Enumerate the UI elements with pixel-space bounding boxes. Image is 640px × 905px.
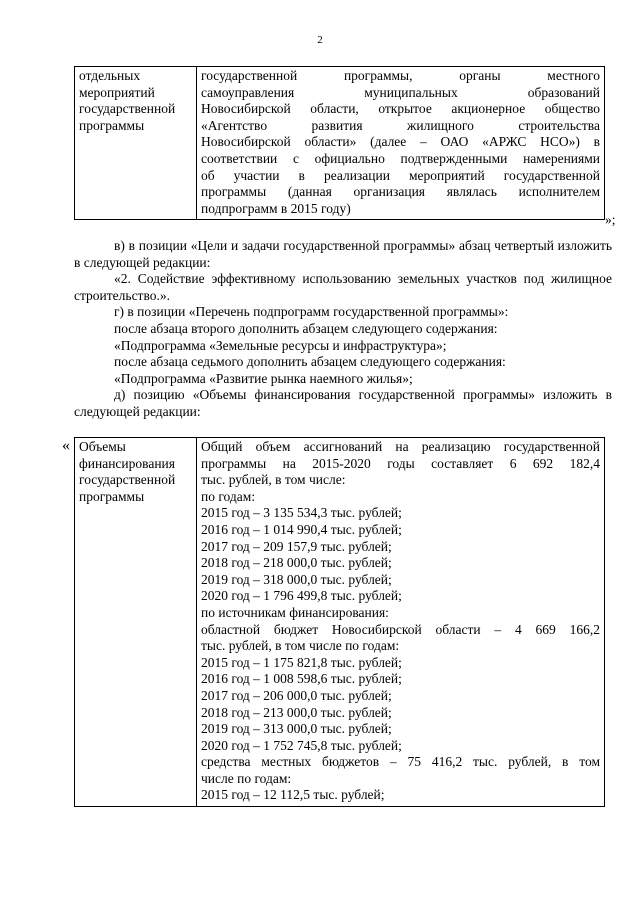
table-line: Новосибирской области» (далее – ОАО «АРЖС НСО») в xyxy=(201,134,600,150)
table-line: Общий объем ассигнований на реализацию государственной xyxy=(201,439,600,454)
paragraph: «2. Содействие эффективному использованию земельных участков под жилищное строительство.». xyxy=(74,271,612,303)
paragraph: «Подпрограмма «Земельные ресурсы и инфраструктура»; xyxy=(114,337,447,353)
table-line: 2016 год – 1 014 990,4 тыс. рублей; xyxy=(201,521,402,537)
table-line: программы на 2015-2020 годы составляет 6 692 182,4 xyxy=(201,455,600,471)
opening-quote: « xyxy=(62,437,70,454)
table-line: 2020 год – 1 796 499,8 тыс. рублей; xyxy=(201,588,402,604)
table-line: об участии в реализации мероприятий государственной xyxy=(201,167,600,183)
table-row xyxy=(75,438,605,807)
table-line: самоуправления муниципальных образований xyxy=(201,84,600,100)
financing-table xyxy=(74,437,605,807)
table-line: 2015 год – 12 112,5 тыс. рублей; xyxy=(201,787,385,803)
paragraph: г) в позиции «Перечень подпрограмм государственной программы»: xyxy=(114,304,509,320)
table-line: подпрограмм в 2015 году) xyxy=(201,200,351,216)
table-line: 2017 год – 209 157,9 тыс. рублей; xyxy=(201,538,392,554)
table-cell-label: отдельных мероприятий государственной программы xyxy=(75,67,197,220)
table-line: средства местных бюджетов – 75 416,2 тыс. рублей, в том xyxy=(201,754,600,770)
closing-quote: »; xyxy=(605,212,616,227)
table-line: 2019 год – 313 000,0 тыс. рублей; xyxy=(201,721,392,737)
table-line: 2019 год – 318 000,0 тыс. рублей; xyxy=(201,571,392,587)
table-line: соответствии с официально подтвержденными намерениями xyxy=(201,150,600,166)
table-cell-content xyxy=(197,67,605,220)
table-line: программы (данная организация являлась исполнителем xyxy=(201,184,600,200)
table-line: тыс. рублей, в том числе по годам: xyxy=(201,638,400,654)
table-line: 2015 год – 3 135 534,3 тыс. рублей; xyxy=(201,505,402,521)
table-line: государственной программы, органы местного xyxy=(201,68,600,83)
paragraph: «Подпрограмма «Развитие рынка наемного жилья»; xyxy=(114,370,413,386)
paragraph: д) позицию «Объемы финансирования государственной программы» изложить в следующей редакции: xyxy=(74,387,612,419)
table-line: 2015 год – 1 175 821,8 тыс. рублей; xyxy=(201,654,402,670)
table-row xyxy=(75,67,605,220)
table-line: 2017 год – 206 000,0 тыс. рублей; xyxy=(201,687,392,703)
table-line: числе по годам: xyxy=(201,770,292,786)
table-cell-label: Объемы финансирования государственной программы xyxy=(75,438,197,807)
program-table-top xyxy=(74,66,605,220)
table-line: тыс. рублей, в том числе: xyxy=(201,472,346,488)
table-line: 2020 год – 1 752 745,8 тыс. рублей; xyxy=(201,737,402,753)
paragraph: после абзаца второго дополнить абзацем следующего содержания: xyxy=(114,320,498,336)
table-line: 2018 год – 213 000,0 тыс. рублей; xyxy=(201,704,392,720)
amendment-text xyxy=(74,238,612,421)
table-line: 2016 год – 1 008 598,6 тыс. рублей; xyxy=(201,671,402,687)
page-number: 2 xyxy=(317,34,323,46)
paragraph: после абзаца седьмого дополнить абзацем следующего содержания: xyxy=(114,354,506,370)
table-line: областной бюджет Новосибирской области – 4 669 166,2 xyxy=(201,621,600,637)
table-line: «Агентство развития жилищного строительства xyxy=(201,117,600,133)
table-cell-content xyxy=(197,438,605,807)
table-line: по годам: xyxy=(201,488,256,504)
table-line: 2018 год – 218 000,0 тыс. рублей; xyxy=(201,555,392,571)
table-line: по источникам финансирования: xyxy=(201,604,389,620)
paragraph: в) в позиции «Цели и задачи государственной программы» абзац четвертый изложить в следующей редакции: xyxy=(74,238,612,270)
table-line: Новосибирской области, открытое акционерное общество xyxy=(201,101,600,117)
